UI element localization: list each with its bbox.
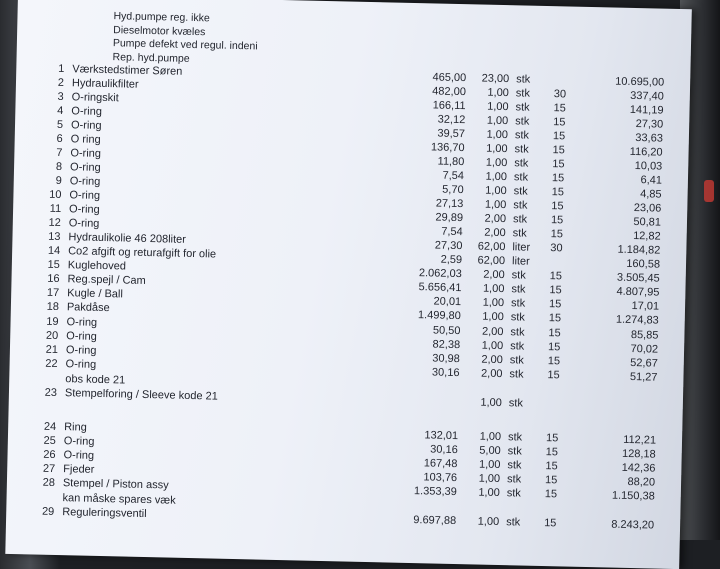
unit-price: 32,12: [437, 113, 466, 127]
discount-percent: 15: [549, 270, 563, 283]
line-total: 142,36: [621, 461, 656, 475]
line-number: 20: [45, 329, 59, 342]
quantity: [462, 502, 500, 503]
discount-percent: 15: [552, 144, 565, 157]
discount-percent: 15: [551, 200, 564, 213]
line-total: 85,85: [630, 328, 659, 342]
unit: stk: [514, 143, 529, 156]
line-number: 23: [44, 386, 58, 399]
item-description: O-ring: [68, 217, 100, 230]
unit-price: 30,16: [431, 366, 460, 380]
line-total: 12,82: [633, 230, 661, 243]
item-description: Reg.spejl / Cam: [67, 273, 146, 287]
item-description: Hydraulikolie 46 208liter: [68, 231, 187, 246]
discount-percent: 15: [545, 432, 559, 445]
line-number: 16: [47, 272, 60, 286]
discount-percent: 15: [545, 446, 559, 459]
item-description: O-ring: [68, 203, 100, 216]
item-description: O-ring: [66, 330, 97, 343]
unit: stk: [515, 101, 530, 114]
red-light: [704, 180, 714, 202]
line-total: 141,19: [629, 103, 664, 117]
discount-percent: 15: [547, 341, 561, 354]
discount-percent: 15: [550, 214, 564, 227]
line-total: 8.243,20: [611, 518, 655, 532]
line-number: 13: [48, 230, 61, 244]
item-description: Pakdåse: [66, 301, 110, 315]
line-number: 22: [45, 357, 58, 370]
line-number: 2: [57, 76, 65, 90]
header-note: Hyd.pumpe reg. ikke: [113, 10, 210, 25]
line-number: 17: [46, 286, 60, 300]
unit: stk: [507, 445, 522, 458]
discount-percent: 15: [548, 327, 561, 340]
unit-price: 29,89: [435, 211, 464, 225]
unit: stk: [511, 269, 526, 282]
unit-price: 82,38: [432, 338, 461, 352]
line-total: 1.184,82: [617, 243, 661, 257]
discount-percent: 15: [547, 369, 560, 382]
item-description: Stempelforing / Sleeve kode 21: [64, 387, 218, 403]
discount-percent: 15: [553, 116, 566, 129]
unit: liter: [511, 255, 530, 268]
item-description: O-ringskit: [71, 91, 119, 105]
line-number: 15: [47, 258, 60, 272]
quantity: 1,00: [482, 310, 504, 324]
unit-price: 39,57: [437, 127, 466, 141]
quantity: 1,00: [484, 198, 507, 212]
unit-price: 167,48: [423, 457, 458, 471]
item-description: Co2 afgift og returafgift for olie: [68, 245, 217, 261]
line-number: 19: [46, 315, 59, 329]
unit: stk: [512, 213, 528, 226]
line-total: 6,41: [640, 174, 663, 187]
line-number: 5: [56, 118, 64, 132]
item-description: O-ring: [66, 316, 98, 329]
line-number: 4: [57, 104, 64, 118]
discount-percent: 15: [544, 474, 558, 487]
quantity: 1,00: [482, 296, 505, 310]
line-total: 10,03: [634, 160, 663, 173]
item-description: O-ring: [70, 147, 102, 160]
unit: stk: [510, 311, 525, 324]
line-total: 4,85: [640, 188, 662, 201]
quantity: 2,00: [484, 226, 506, 240]
discount-percent: 15: [548, 298, 562, 311]
quantity: 62,00: [477, 240, 506, 254]
header-notes: [18, 0, 692, 65]
unit-price: 7,54: [441, 225, 463, 239]
line-number: 24: [43, 420, 57, 433]
discount-percent: 15: [551, 172, 565, 185]
quantity: 2,00: [481, 325, 504, 339]
unit-price: 30,98: [432, 352, 460, 366]
line-number: [15, 492, 55, 493]
unit-price: 1.353,39: [413, 485, 457, 499]
unit: stk: [515, 87, 531, 100]
item-description: Værkstedstimer Søren: [72, 63, 183, 78]
unit: stk: [510, 326, 525, 339]
unit: stk: [515, 115, 530, 128]
quantity: 1,00: [482, 282, 505, 296]
unit: stk: [510, 297, 526, 310]
line-total: 51,27: [629, 370, 658, 384]
quantity: 1,00: [477, 515, 500, 529]
item-description: O-ring: [63, 449, 95, 462]
unit: stk: [512, 227, 527, 240]
item-description: O-ring: [69, 175, 101, 188]
line-number: 28: [42, 476, 56, 489]
item-description: O ring: [70, 133, 101, 146]
discount-percent: 15: [551, 186, 565, 199]
quantity: 1,00: [478, 472, 501, 486]
quantity: 1,00: [487, 86, 510, 100]
unit: stk: [509, 340, 525, 353]
unit: stk: [513, 199, 528, 212]
unit: stk: [506, 473, 522, 486]
unit: stk: [506, 487, 521, 500]
discount-percent: 15: [552, 158, 565, 171]
discount-percent: 30: [553, 88, 567, 101]
header-note: Rep. hyd.pumpe: [112, 51, 190, 65]
line-total: 17,01: [631, 300, 660, 313]
line-number: 21: [45, 343, 59, 356]
unit-price: 2,59: [440, 253, 463, 267]
quantity: 2,00: [484, 212, 507, 226]
item-description: O-ring: [69, 161, 101, 174]
line-number: 18: [46, 300, 60, 314]
line-total: 33,63: [635, 132, 664, 145]
quantity: 2,00: [480, 367, 503, 381]
line-total: 116,20: [629, 145, 663, 159]
discount-percent: 15: [553, 102, 566, 115]
item-description: O-ring: [70, 119, 102, 132]
line-number: 26: [43, 448, 56, 461]
line-number: 9: [55, 174, 62, 188]
discount-percent: 15: [544, 488, 558, 501]
unit-price: 482,00: [432, 85, 467, 99]
unit-price: 9.697,88: [413, 514, 457, 528]
quantity: 1,00: [478, 458, 501, 472]
unit-price: 30,16: [430, 443, 458, 457]
discount-percent: 15: [552, 130, 566, 143]
line-number: 1: [58, 62, 65, 76]
discount-percent: 15: [543, 517, 557, 530]
quantity: 1,00: [486, 114, 509, 128]
header-note: Dieselmotor kvæles: [113, 24, 206, 39]
unit-price: 11,80: [437, 155, 465, 169]
line-number: 6: [56, 132, 63, 146]
unit-price: 103,76: [423, 471, 458, 485]
invoice-sheet: [5, 0, 692, 569]
unit-price: 166,11: [432, 99, 466, 113]
item-description: Kugle / Ball: [67, 287, 124, 301]
line-number: 3: [57, 90, 64, 104]
line-number: 25: [43, 434, 57, 447]
discount-percent: 15: [548, 312, 562, 325]
line-number: 14: [47, 244, 61, 258]
line-number: 29: [41, 505, 55, 518]
quantity: 2,00: [481, 353, 503, 367]
discount-percent: 15: [545, 460, 558, 473]
unit-price: 27,30: [434, 239, 463, 253]
unit: stk: [514, 157, 529, 170]
unit: stk: [511, 283, 526, 296]
discount-percent: 30: [550, 242, 563, 255]
unit: stk: [506, 516, 521, 529]
quantity: 62,00: [477, 254, 506, 268]
item-description: obs kode 21: [65, 373, 126, 387]
item-description: O-ring: [65, 344, 97, 357]
quantity: 1,00: [486, 128, 509, 142]
unit: stk: [513, 185, 528, 198]
item-description: O-ring: [65, 358, 97, 371]
line-total: 160,58: [626, 257, 661, 271]
line-total: 10.695,00: [615, 75, 665, 89]
discount-percent: 15: [550, 228, 564, 241]
item-description: Stempel / Piston assy: [62, 477, 169, 492]
quantity: 5,00: [479, 444, 501, 458]
item-description: Reguleringsventil: [62, 506, 147, 521]
unit-price: 20,01: [433, 295, 462, 309]
line-number: 12: [48, 216, 61, 230]
unit-price: 1.499,80: [417, 309, 461, 323]
quantity: 23,00: [481, 72, 510, 86]
line-total: 128,18: [621, 447, 656, 461]
quantity: 1,00: [485, 170, 508, 184]
item-description: Hydraulikfilter: [71, 77, 139, 91]
line-number: [17, 373, 57, 374]
unit-price: 5,70: [442, 183, 464, 197]
unit-price: 5.656,41: [418, 281, 462, 295]
line-total: 27,30: [635, 118, 664, 131]
quantity: 1,00: [479, 430, 502, 444]
unit-price: 132,01: [424, 429, 459, 443]
line-number: 27: [42, 462, 56, 475]
item-description: Fjeder: [63, 463, 95, 476]
line-number: 11: [49, 202, 62, 216]
item-description: O-ring: [71, 105, 103, 118]
line-total: 1.150,38: [611, 489, 655, 503]
line-total: 4.807,95: [616, 285, 660, 299]
unit: stk: [516, 73, 531, 86]
unit: stk: [509, 368, 524, 381]
line-total: 1.274,83: [615, 313, 659, 327]
line-total: 337,40: [630, 89, 664, 103]
line-number: 8: [55, 160, 63, 174]
line-total: 23,06: [633, 202, 662, 215]
unit-price: 27,13: [435, 197, 464, 211]
unit: stk: [507, 431, 523, 444]
line-total: 52,67: [630, 356, 658, 370]
quantity: 1,00: [485, 156, 508, 170]
item-description: kan måske spares væk: [62, 492, 176, 507]
unit: stk: [514, 129, 530, 142]
quantity: 2,00: [483, 268, 505, 282]
unit: liter: [512, 241, 531, 254]
line-number: 10: [49, 188, 62, 202]
unit: stk: [507, 459, 522, 472]
header-note: Pumpe defekt ved regul. indeni: [112, 37, 258, 53]
line-number: 7: [56, 146, 63, 160]
unit-price: 465,00: [432, 71, 467, 85]
line-total: 88,20: [627, 475, 656, 489]
quantity: 1,00: [487, 100, 509, 114]
quantity: [464, 383, 502, 384]
unit-price: 7,54: [442, 169, 465, 183]
quantity: 1,00: [480, 396, 502, 410]
quantity: 1,00: [481, 339, 504, 353]
unit-price: 2.062,03: [418, 267, 462, 281]
line-total: 112,21: [623, 433, 657, 447]
discount-percent: 15: [549, 284, 562, 297]
quantity: 1,00: [485, 184, 507, 198]
unit-price: 136,70: [430, 141, 465, 155]
item-description: Ring: [64, 421, 87, 434]
unit: stk: [508, 397, 524, 410]
discount-percent: 15: [547, 355, 561, 368]
unit: stk: [509, 354, 525, 367]
quantity: 1,00: [478, 486, 500, 500]
item-description: Kuglehoved: [67, 259, 127, 273]
unit: stk: [513, 171, 529, 184]
quantity: 1,00: [486, 142, 508, 156]
item-description: O-ring: [69, 189, 101, 202]
unit-price: 50,50: [432, 324, 461, 338]
line-total: 70,02: [630, 342, 659, 356]
item-description: O-ring: [63, 435, 95, 448]
line-total: 3.505,45: [616, 271, 660, 285]
line-total: 50,81: [633, 216, 662, 229]
